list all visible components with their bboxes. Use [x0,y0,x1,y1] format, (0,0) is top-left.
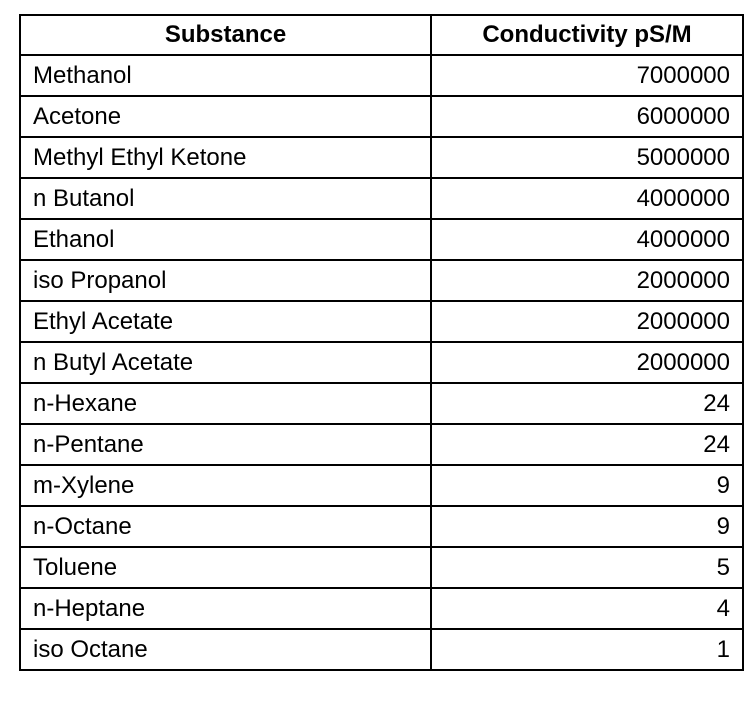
substance-cell: n-Pentane [20,424,431,465]
table-header-row [20,15,743,55]
conductivity-cell: 4000000 [431,219,743,260]
table-row [20,301,743,342]
conductivity-table-container [19,14,744,671]
table-body [20,55,743,670]
conductivity-table [19,14,744,671]
substance-column-header: Substance [20,15,431,55]
conductivity-cell: 2000000 [431,260,743,301]
conductivity-cell: 5 [431,547,743,588]
substance-cell: n Butyl Acetate [20,342,431,383]
substance-cell: n-Hexane [20,383,431,424]
conductivity-column-header: Conductivity pS/M [431,15,743,55]
substance-cell: Ethanol [20,219,431,260]
table-row [20,465,743,506]
substance-cell: Acetone [20,96,431,137]
substance-cell: Methyl Ethyl Ketone [20,137,431,178]
table-row [20,342,743,383]
substance-cell: n-Heptane [20,588,431,629]
conductivity-cell: 5000000 [431,137,743,178]
table-row [20,178,743,219]
table-row [20,629,743,670]
substance-cell: Ethyl Acetate [20,301,431,342]
substance-cell: iso Octane [20,629,431,670]
substance-cell: Toluene [20,547,431,588]
table-row [20,55,743,96]
table-row [20,260,743,301]
conductivity-cell: 6000000 [431,96,743,137]
table-row [20,137,743,178]
substance-cell: iso Propanol [20,260,431,301]
substance-cell: m-Xylene [20,465,431,506]
table-row [20,424,743,465]
table-row [20,506,743,547]
table-row [20,219,743,260]
table-row [20,547,743,588]
conductivity-cell: 9 [431,506,743,547]
conductivity-cell: 7000000 [431,55,743,96]
conductivity-cell: 1 [431,629,743,670]
substance-cell: n Butanol [20,178,431,219]
table-row [20,96,743,137]
table-row [20,588,743,629]
table-row [20,383,743,424]
substance-cell: Methanol [20,55,431,96]
conductivity-cell: 4000000 [431,178,743,219]
conductivity-cell: 24 [431,383,743,424]
conductivity-cell: 2000000 [431,342,743,383]
conductivity-cell: 24 [431,424,743,465]
conductivity-cell: 9 [431,465,743,506]
conductivity-cell: 4 [431,588,743,629]
conductivity-cell: 2000000 [431,301,743,342]
substance-cell: n-Octane [20,506,431,547]
